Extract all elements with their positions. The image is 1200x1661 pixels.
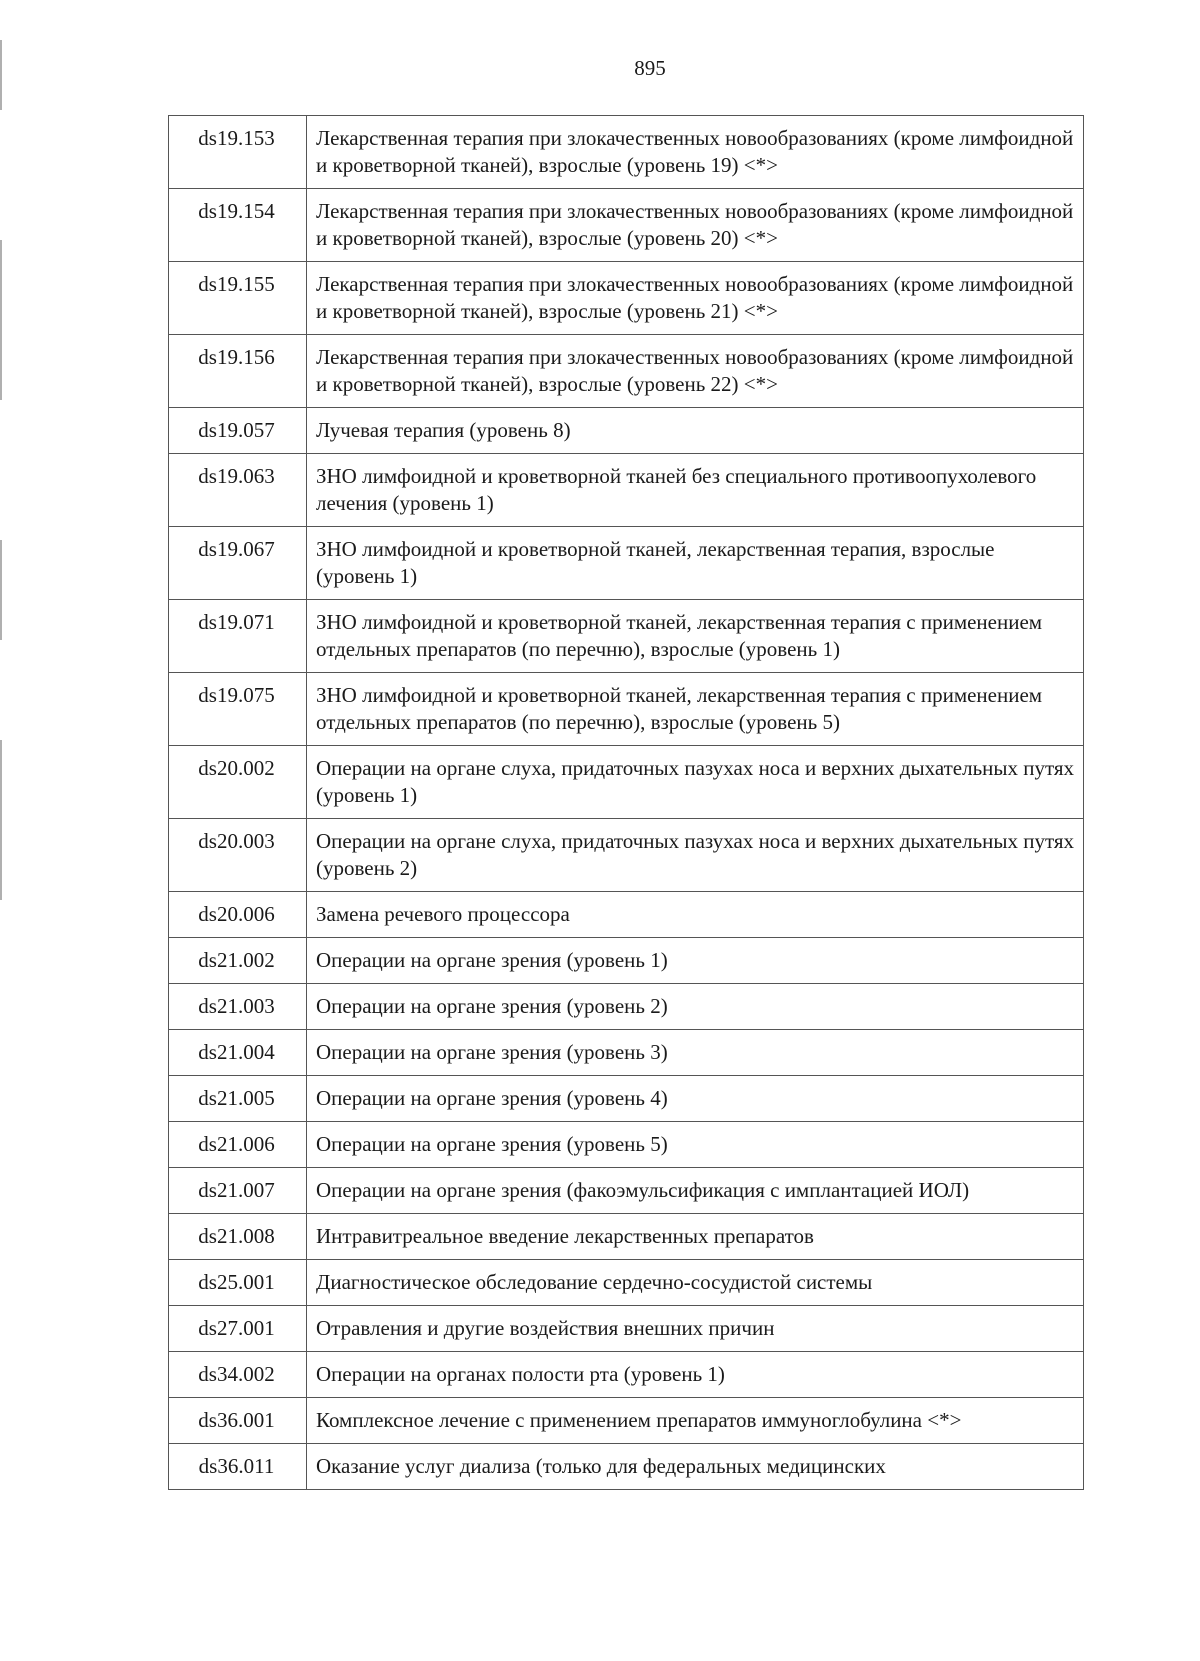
scan-edge-mark (0, 740, 2, 900)
code-cell: ds34.002 (169, 1352, 307, 1398)
code-cell: ds19.067 (169, 527, 307, 600)
table-row (169, 262, 1084, 335)
table-row (169, 938, 1084, 984)
table-row (169, 189, 1084, 262)
table-row (169, 335, 1084, 408)
code-cell: ds19.155 (169, 262, 307, 335)
table-row (169, 408, 1084, 454)
code-cell: ds36.001 (169, 1398, 307, 1444)
table-row (169, 116, 1084, 189)
code-cell: ds25.001 (169, 1260, 307, 1306)
description-cell: Замена речевого процессора (307, 892, 1084, 938)
code-cell: ds27.001 (169, 1306, 307, 1352)
code-cell: ds19.156 (169, 335, 307, 408)
description-cell: Операции на органе зрения (уровень 4) (307, 1076, 1084, 1122)
description-cell: Лекарственная терапия при злокачественных новообразованиях (кроме лимфоидной и кроветворной тканей), взрослые (уровень 19) <*> (307, 116, 1084, 189)
description-cell: Операции на органе зрения (уровень 2) (307, 984, 1084, 1030)
description-cell: ЗНО лимфоидной и кроветворной тканей, лекарственная терапия, взрослые (уровень 1) (307, 527, 1084, 600)
table-row (169, 1030, 1084, 1076)
code-cell: ds21.004 (169, 1030, 307, 1076)
table-row (169, 1214, 1084, 1260)
description-cell: Лекарственная терапия при злокачественных новообразованиях (кроме лимфоидной и кроветворной тканей), взрослые (уровень 21) <*> (307, 262, 1084, 335)
description-cell: Операции на органе зрения (уровень 5) (307, 1122, 1084, 1168)
table-row (169, 1352, 1084, 1398)
description-cell: ЗНО лимфоидной и кроветворной тканей, лекарственная терапия с применением отдельных препаратов (по перечню), взрослые (уровень 5) (307, 673, 1084, 746)
code-cell: ds21.007 (169, 1168, 307, 1214)
code-cell: ds21.006 (169, 1122, 307, 1168)
description-cell: Лекарственная терапия при злокачественных новообразованиях (кроме лимфоидной и кроветворной тканей), взрослые (уровень 20) <*> (307, 189, 1084, 262)
code-cell: ds19.071 (169, 600, 307, 673)
table-row (169, 454, 1084, 527)
table-row (169, 600, 1084, 673)
table-row (169, 1260, 1084, 1306)
table-row (169, 1168, 1084, 1214)
scan-edge-mark (0, 240, 2, 400)
table-row (169, 819, 1084, 892)
page-number: 895 (634, 56, 666, 80)
table-row (169, 1076, 1084, 1122)
table-row (169, 1122, 1084, 1168)
description-cell: Операции на органе зрения (уровень 3) (307, 1030, 1084, 1076)
description-cell: ЗНО лимфоидной и кроветворной тканей без специального противоопухолевого лечения (уровень 1) (307, 454, 1084, 527)
table-row (169, 1306, 1084, 1352)
description-cell: ЗНО лимфоидной и кроветворной тканей, лекарственная терапия с применением отдельных препаратов (по перечню), взрослые (уровень 1) (307, 600, 1084, 673)
code-cell: ds19.154 (169, 189, 307, 262)
description-cell: Операции на органе слуха, придаточных пазухах носа и верхних дыхательных путях (уровень 2) (307, 819, 1084, 892)
description-cell: Операции на органе зрения (факоэмульсификация с имплантацией ИОЛ) (307, 1168, 1084, 1214)
description-cell: Операции на органе зрения (уровень 1) (307, 938, 1084, 984)
description-cell: Операции на органе слуха, придаточных пазухах носа и верхних дыхательных путях (уровень 1) (307, 746, 1084, 819)
table-row (169, 527, 1084, 600)
description-cell: Операции на органах полости рта (уровень 1) (307, 1352, 1084, 1398)
codes-table (168, 115, 1084, 1490)
description-cell: Диагностическое обследование сердечно-сосудистой системы (307, 1260, 1084, 1306)
code-cell: ds21.002 (169, 938, 307, 984)
code-cell: ds20.002 (169, 746, 307, 819)
code-cell: ds21.005 (169, 1076, 307, 1122)
table-row (169, 1398, 1084, 1444)
code-cell: ds21.003 (169, 984, 307, 1030)
table-row (169, 892, 1084, 938)
code-cell: ds36.011 (169, 1444, 307, 1490)
code-cell: ds20.006 (169, 892, 307, 938)
description-cell: Интравитреальное введение лекарственных препаратов (307, 1214, 1084, 1260)
description-cell: Отравления и другие воздействия внешних причин (307, 1306, 1084, 1352)
code-cell: ds19.075 (169, 673, 307, 746)
scan-edge-mark (0, 540, 2, 640)
code-cell: ds19.063 (169, 454, 307, 527)
table-row (169, 984, 1084, 1030)
description-cell: Лучевая терапия (уровень 8) (307, 408, 1084, 454)
description-cell: Комплексное лечение с применением препаратов иммуноглобулина <*> (307, 1398, 1084, 1444)
description-cell: Лекарственная терапия при злокачественных новообразованиях (кроме лимфоидной и кроветворной тканей), взрослые (уровень 22) <*> (307, 335, 1084, 408)
code-cell: ds19.057 (169, 408, 307, 454)
code-cell: ds21.008 (169, 1214, 307, 1260)
description-cell: Оказание услуг диализа (только для федеральных медицинских (307, 1444, 1084, 1490)
code-cell: ds20.003 (169, 819, 307, 892)
code-cell: ds19.153 (169, 116, 307, 189)
table-row (169, 746, 1084, 819)
table-row (169, 1444, 1084, 1490)
table-row (169, 673, 1084, 746)
